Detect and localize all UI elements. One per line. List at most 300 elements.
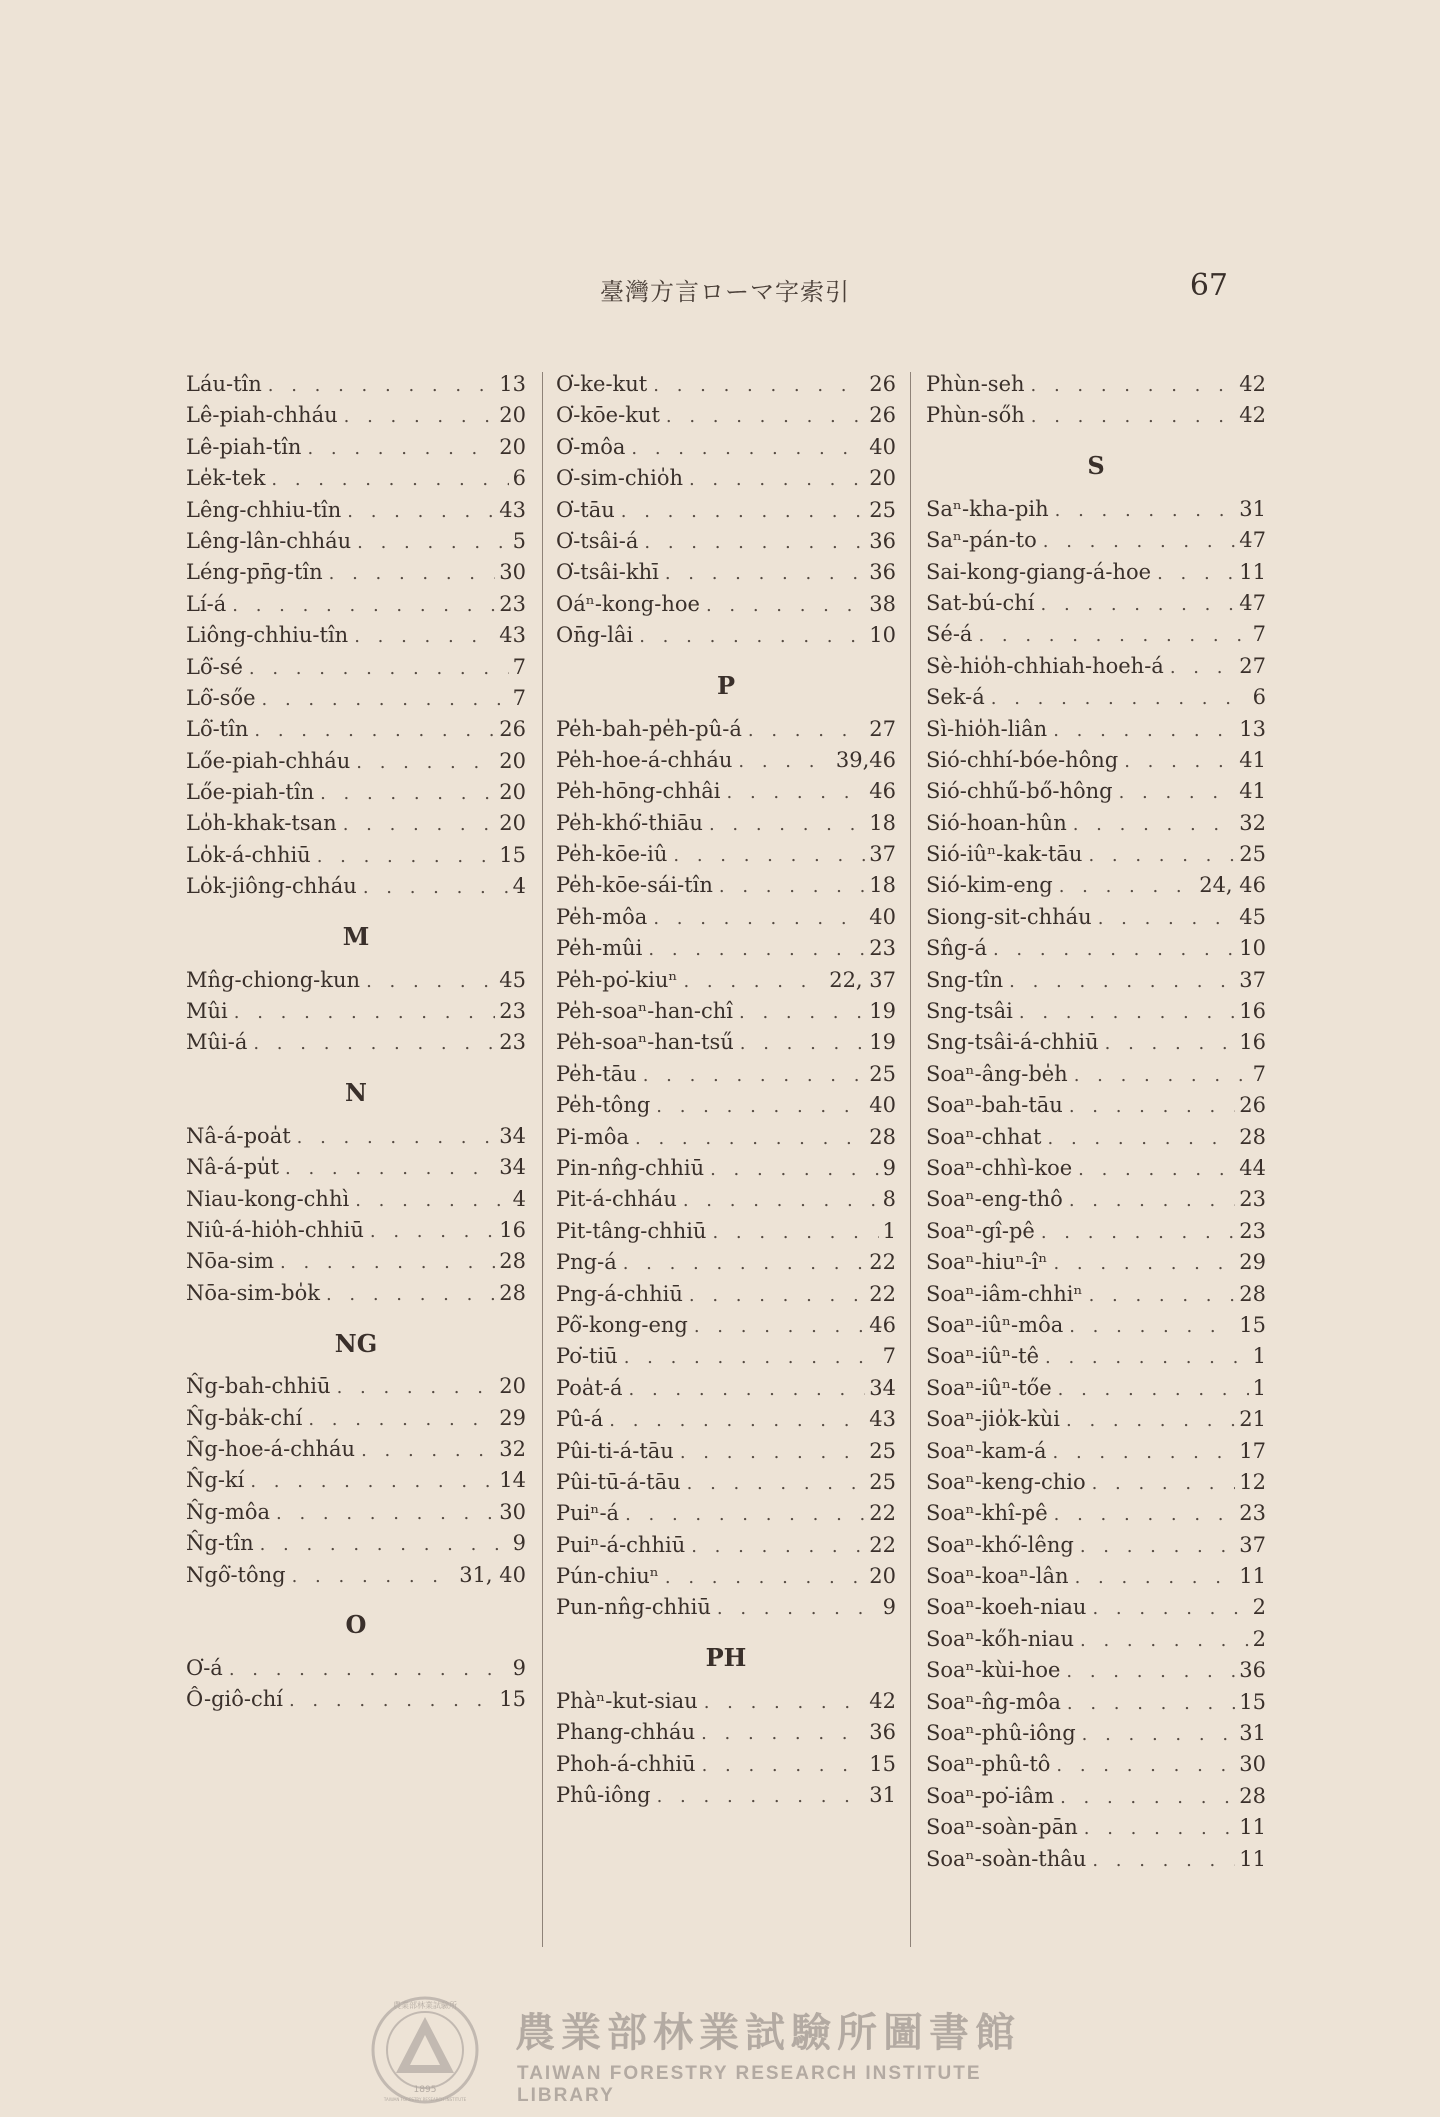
dot-leader <box>1092 1473 1236 1494</box>
dot-leader <box>276 1503 495 1524</box>
entry-page-ref: 31 <box>1239 1721 1266 1746</box>
entry-page-ref: 8 <box>882 1187 896 1212</box>
entry-page-ref: 43 <box>499 497 526 522</box>
entry-page-ref: 15 <box>499 1687 526 1712</box>
dot-leader <box>1084 1818 1235 1839</box>
entry-page-ref: 15 <box>1239 1689 1266 1714</box>
dot-leader <box>704 1692 866 1713</box>
dot-leader <box>329 563 496 584</box>
dot-leader <box>292 1566 456 1587</box>
entry-term: Ngô͘-tông <box>186 1562 286 1587</box>
index-column-1 <box>186 372 526 1719</box>
entry-term: Mûi <box>186 999 228 1024</box>
entry-term: Lê-piah-tîn <box>186 434 302 459</box>
dot-leader <box>1043 531 1236 552</box>
index-entry <box>926 1627 1266 1658</box>
dot-leader <box>363 877 509 898</box>
dot-leader <box>308 1409 495 1430</box>
dot-leader <box>1048 1128 1236 1149</box>
dot-leader <box>320 783 495 804</box>
entry-page-ref: 23 <box>499 1030 526 1055</box>
seal-year: 1895 <box>413 2085 437 2095</box>
entry-page-ref: 16 <box>499 1217 526 1242</box>
index-entry <box>926 999 1266 1030</box>
entry-term: Sió-kim-eng <box>926 873 1053 898</box>
dot-leader <box>609 1410 865 1431</box>
dot-leader <box>1031 406 1236 427</box>
entry-term: Sn̂g-á <box>926 936 987 961</box>
index-entry <box>186 780 526 811</box>
index-entry <box>556 529 896 560</box>
entry-term: O͘-sim-chio̍h <box>556 466 683 491</box>
index-entry <box>186 1218 526 1249</box>
dot-leader <box>687 1473 866 1494</box>
dot-leader <box>738 751 831 772</box>
dot-leader <box>260 1534 509 1555</box>
entry-term: Láu-tîn <box>186 372 262 396</box>
dot-leader <box>1092 1850 1235 1871</box>
entry-page-ref: 44 <box>1239 1155 1266 1180</box>
dot-leader <box>656 1096 865 1117</box>
entry-page-ref: 46 <box>869 779 896 804</box>
entry-page-ref: 20 <box>499 748 526 773</box>
dot-leader <box>639 626 865 647</box>
index-entry <box>186 1468 526 1499</box>
index-entry <box>926 622 1266 653</box>
entry-page-ref: 25 <box>1239 842 1266 867</box>
entry-page-ref: 32 <box>499 1436 526 1461</box>
entry-term: Niû-á-hio̍h-chhiū <box>186 1217 364 1242</box>
dot-leader <box>234 1002 496 1023</box>
section-letter-heading: PH <box>705 1643 747 1673</box>
entry-term: Soaⁿ-koeh-niau <box>926 1595 1087 1620</box>
dot-leader <box>254 720 495 741</box>
entry-term: Soaⁿ-kam-á <box>926 1438 1047 1463</box>
index-entry <box>186 1437 526 1468</box>
entry-term: Soaⁿ-phû-iông <box>926 1721 1076 1746</box>
dot-leader <box>653 375 865 396</box>
entry-term: Lőe-piah-tîn <box>186 780 315 805</box>
entry-term: Oáⁿ-kong-hoe <box>556 591 700 616</box>
entry-term: Mûi-á <box>186 1030 248 1055</box>
entry-term: Lêng-chhiu-tîn <box>186 497 342 522</box>
index-entry <box>926 1847 1266 1878</box>
entry-term: Soaⁿ-phû-tô <box>926 1752 1051 1777</box>
index-entry <box>186 874 526 905</box>
entry-term: Pit-á-chháu <box>556 1187 677 1212</box>
entry-term: Png-á-chhiū <box>556 1281 683 1306</box>
index-entry <box>556 1125 896 1156</box>
dot-leader <box>347 501 495 522</box>
dot-leader <box>621 501 865 522</box>
entry-page-ref: 13 <box>499 372 526 396</box>
index-entry <box>186 1500 526 1531</box>
entry-term: Sai-kong-giang-á-hoe <box>926 559 1152 584</box>
index-entry <box>926 497 1266 528</box>
index-entry <box>926 372 1266 403</box>
entry-term: Soaⁿ-chhì-koe <box>926 1155 1073 1180</box>
dot-leader <box>648 939 865 960</box>
column-divider <box>910 372 911 1947</box>
index-entry <box>926 1690 1266 1721</box>
index-entry <box>186 749 526 780</box>
index-entry <box>556 1720 896 1751</box>
dot-leader <box>653 908 865 929</box>
dot-leader <box>623 1253 866 1274</box>
dot-leader <box>289 1690 495 1711</box>
index-entry <box>926 1093 1266 1124</box>
index-entry <box>186 1187 526 1218</box>
entry-term: Nâ-á-poa̍t <box>186 1123 291 1148</box>
section-letter-heading: P <box>716 671 736 701</box>
entry-page-ref: 20 <box>869 1564 896 1589</box>
dot-leader <box>297 1127 496 1148</box>
dot-leader <box>644 532 865 553</box>
entry-page-ref: 1 <box>1252 1375 1266 1400</box>
dot-leader <box>1157 563 1235 584</box>
index-entry <box>186 435 526 466</box>
entry-page-ref: 36 <box>869 528 896 553</box>
index-entry <box>186 1656 526 1687</box>
index-entry <box>926 1815 1266 1846</box>
entry-term: Pô͘-kong-eng <box>556 1312 688 1337</box>
entry-term: Saⁿ-pán-to <box>926 528 1037 553</box>
dot-leader <box>1074 1065 1249 1086</box>
index-entry <box>926 1030 1266 1061</box>
entry-page-ref: 4 <box>512 1186 526 1211</box>
dot-leader <box>673 845 865 866</box>
entry-page-ref: 45 <box>499 967 526 992</box>
dot-leader <box>1075 1567 1236 1588</box>
index-entry <box>186 560 526 591</box>
index-entry <box>556 1533 896 1564</box>
entry-page-ref: 34 <box>869 1375 896 1400</box>
entry-page-ref: 21 <box>1239 1407 1266 1432</box>
index-entry <box>556 435 896 466</box>
dot-leader <box>694 1316 865 1337</box>
dot-leader <box>307 438 495 459</box>
entry-page-ref: 28 <box>1239 1124 1266 1149</box>
dot-leader <box>629 1379 866 1400</box>
index-entry <box>926 1721 1266 1752</box>
entry-page-ref: 34 <box>499 1123 526 1148</box>
entry-page-ref: 32 <box>1239 810 1266 835</box>
entry-page-ref: 4 <box>512 874 526 899</box>
entry-page-ref: 41 <box>1239 779 1266 804</box>
entry-page-ref: 23 <box>499 591 526 616</box>
index-entry <box>556 968 896 999</box>
column-divider <box>542 372 543 1947</box>
entry-term: Pún-chiuⁿ <box>556 1564 659 1589</box>
entry-page-ref: 31 <box>869 1783 896 1808</box>
entry-term: Soaⁿ-iûⁿ-tőe <box>926 1375 1052 1400</box>
entry-page-ref: 40 <box>869 904 896 929</box>
seal-text-en: TAIWAN FORESTRY RESEARCH INSTITUTE <box>383 2097 467 2102</box>
entry-term: Le̍k-tek <box>186 466 266 491</box>
dot-leader <box>366 971 495 992</box>
index-entry <box>926 1501 1266 1532</box>
dot-leader <box>285 1158 495 1179</box>
entry-page-ref: 20 <box>499 811 526 836</box>
dot-leader <box>354 626 495 647</box>
entry-page-ref: 37 <box>1239 1532 1266 1557</box>
entry-page-ref: 16 <box>1239 999 1266 1024</box>
entry-page-ref: 34 <box>499 1155 526 1180</box>
entry-page-ref: 40 <box>869 1093 896 1118</box>
entry-page-ref: 9 <box>512 1531 526 1556</box>
entry-page-ref: 1 <box>1252 1344 1266 1369</box>
entry-term: Sé-á <box>926 622 973 647</box>
index-entry <box>556 1783 896 1814</box>
entry-term: Lô͘-sőe <box>186 685 256 710</box>
page-number: 67 <box>1189 268 1228 303</box>
dot-leader <box>1067 1693 1235 1714</box>
entry-page-ref: 14 <box>499 1468 526 1493</box>
entry-term: Sió-chhű-bő-hông <box>926 779 1113 804</box>
index-entry <box>556 403 896 434</box>
entry-term: Siong-sit-chháu <box>926 904 1092 929</box>
dot-leader <box>1031 375 1236 396</box>
entry-page-ref: 18 <box>869 810 896 835</box>
entry-page-ref: 41 <box>1239 747 1266 772</box>
dot-leader <box>665 563 865 584</box>
entry-term: Png-á <box>556 1250 617 1275</box>
entry-term: Sió-iûⁿ-kak-tāu <box>926 842 1083 867</box>
index-entry <box>926 811 1266 842</box>
index-entry <box>556 1093 896 1124</box>
dot-leader <box>625 1504 865 1525</box>
entry-term: Pe̍h-kōe-sái-tîn <box>556 873 713 898</box>
dot-leader <box>1080 1630 1249 1651</box>
entry-page-ref: 26 <box>1239 1093 1266 1118</box>
index-entry <box>926 1658 1266 1689</box>
entry-term: Pin-nn̂g-chhiū <box>556 1155 705 1180</box>
entry-term: Soaⁿ-kùi-hoe <box>926 1658 1061 1683</box>
entry-term: Soaⁿ-po͘-iâm <box>926 1783 1055 1808</box>
entry-term: Niau-kong-chhì <box>186 1186 350 1211</box>
dot-leader <box>1053 1442 1236 1463</box>
entry-page-ref: 1 <box>882 1218 896 1243</box>
index-entry <box>186 1124 526 1155</box>
dot-leader <box>635 1128 865 1149</box>
dot-leader <box>683 971 825 992</box>
index-entry <box>556 560 896 591</box>
entry-page-ref: 2 <box>1252 1626 1266 1651</box>
entry-page-ref: 15 <box>499 842 526 867</box>
entry-term: N̂g-kí <box>186 1468 245 1493</box>
dot-leader <box>709 814 865 835</box>
index-entry <box>556 1689 896 1720</box>
index-entry <box>926 1282 1266 1313</box>
entry-page-ref: 20 <box>869 466 896 491</box>
index-entry <box>926 1595 1266 1626</box>
entry-term: Pe̍h-tông <box>556 1093 651 1118</box>
index-entry <box>556 1376 896 1407</box>
dot-leader <box>229 1659 509 1680</box>
dot-leader <box>1073 814 1236 835</box>
library-watermark <box>360 1985 1080 2115</box>
index-entry <box>926 1439 1266 1470</box>
entry-term: Phoh-á-chhiū <box>556 1751 696 1776</box>
dot-leader <box>727 782 866 803</box>
index-entry <box>926 1784 1266 1815</box>
entry-term: Po͘-tiū <box>556 1344 618 1369</box>
dot-leader <box>1054 1504 1236 1525</box>
index-entry <box>926 1376 1266 1407</box>
dot-leader <box>361 1440 495 1461</box>
entry-term: Phùn-seh <box>926 372 1025 396</box>
index-entry <box>926 654 1266 685</box>
dot-leader <box>631 438 865 459</box>
dot-leader <box>253 1033 495 1054</box>
dot-leader <box>356 752 495 773</box>
dot-leader <box>1069 1190 1235 1211</box>
entry-term: Soaⁿ-keng-chio <box>926 1469 1086 1494</box>
dot-leader <box>1098 908 1236 929</box>
index-entry <box>926 1062 1266 1093</box>
entry-term: Soaⁿ-n̂g-môa <box>926 1689 1061 1714</box>
index-entry <box>926 1752 1266 1783</box>
entry-page-ref: 36 <box>1239 1658 1266 1683</box>
dot-leader <box>689 1285 865 1306</box>
dot-leader <box>710 1159 879 1180</box>
index-entry <box>556 1470 896 1501</box>
index-entry <box>926 936 1266 967</box>
entry-page-ref: 23 <box>499 999 526 1024</box>
entry-page-ref: 25 <box>869 1061 896 1086</box>
entry-term: Soaⁿ-chhat <box>926 1124 1042 1149</box>
index-entry <box>556 1501 896 1532</box>
index-entry <box>186 1531 526 1562</box>
entry-page-ref: 23 <box>869 936 896 961</box>
index-entry <box>186 1563 526 1594</box>
page-header <box>0 268 1440 312</box>
entry-page-ref: 30 <box>499 1499 526 1524</box>
entry-term: N̂g-môa <box>186 1499 270 1524</box>
index-entry <box>556 999 896 1030</box>
entry-page-ref: 6 <box>1252 685 1266 710</box>
index-entry <box>556 1407 896 1438</box>
dot-leader <box>712 1222 878 1243</box>
library-name-en: TAIWAN FORESTRY RESEARCH INSTITUTE LIBRARY <box>517 2063 982 2106</box>
dot-leader <box>370 1221 495 1242</box>
index-entry <box>186 372 526 403</box>
entry-term: Pe̍h-khó͘-thiāu <box>556 810 703 835</box>
entry-page-ref: 38 <box>869 591 896 616</box>
entry-page-ref: 31, 40 <box>459 1562 526 1587</box>
entry-term: Puiⁿ-á <box>556 1501 620 1526</box>
entry-term: Nōa-sim-bo̍k <box>186 1280 320 1305</box>
entry-term: On̄g-lâi <box>556 623 634 648</box>
index-column-2 <box>556 372 896 1814</box>
index-entry <box>926 528 1266 559</box>
dot-leader <box>1041 1222 1235 1243</box>
dot-leader <box>702 1755 866 1776</box>
index-entry <box>556 498 896 529</box>
entry-page-ref: 28 <box>1239 1783 1266 1808</box>
entry-term: Sng-tsâi <box>926 999 1013 1024</box>
entry-term: Pi-môa <box>556 1124 630 1149</box>
entry-page-ref: 28 <box>499 1249 526 1274</box>
section-letter-heading: S <box>1087 451 1105 481</box>
entry-term: Pe̍h-soaⁿ-han-tsű <box>556 1030 734 1055</box>
index-entry <box>926 1156 1266 1187</box>
entry-page-ref: 9 <box>512 1655 526 1680</box>
entry-page-ref: 15 <box>869 1751 896 1776</box>
entry-page-ref: 7 <box>512 654 526 679</box>
entry-term: Sng-tîn <box>926 967 1004 992</box>
index-entry <box>926 968 1266 999</box>
dot-leader <box>1080 1536 1235 1557</box>
index-entry <box>186 968 526 999</box>
entry-page-ref: 42 <box>1239 372 1266 396</box>
entry-page-ref: 11 <box>1239 1815 1266 1840</box>
entry-term: Lê-piah-chháu <box>186 403 338 428</box>
entry-term: Soaⁿ-kőh-niau <box>926 1626 1075 1651</box>
index-entry <box>186 466 526 497</box>
dot-leader <box>1053 720 1235 741</box>
entry-term: Lo̍k-á-chhiū <box>186 842 311 867</box>
entry-term: N̂g-bah-chhiū <box>186 1374 331 1399</box>
entry-term: Soaⁿ-khó͘-lêng <box>926 1532 1074 1557</box>
index-entry <box>186 1030 526 1061</box>
entry-page-ref: 13 <box>1239 716 1266 741</box>
entry-term: O͘-á <box>186 1655 223 1680</box>
index-entry <box>926 1407 1266 1438</box>
entry-term: Soaⁿ-iûⁿ-tê <box>926 1344 1040 1369</box>
entry-term: Lo̍h-khak-tsan <box>186 811 337 836</box>
entry-term: Lo̍k-jiông-chháu <box>186 874 357 899</box>
index-entry <box>926 1187 1266 1218</box>
entry-page-ref: 7 <box>1252 1061 1266 1086</box>
entry-term: Sió-chhí-bóe-hông <box>926 747 1119 772</box>
dot-leader <box>1056 1755 1235 1776</box>
entry-term: Pe̍h-soaⁿ-han-chî <box>556 999 734 1024</box>
index-entry <box>186 811 526 842</box>
dot-leader <box>232 595 495 616</box>
entry-page-ref: 22 <box>869 1501 896 1526</box>
entry-page-ref: 36 <box>869 1720 896 1745</box>
entry-page-ref: 30 <box>499 560 526 585</box>
dot-leader <box>665 1567 865 1588</box>
entry-page-ref: 47 <box>1239 590 1266 615</box>
entry-term: O͘-ke-kut <box>556 372 648 396</box>
entry-page-ref: 43 <box>499 623 526 648</box>
dot-leader <box>337 1377 496 1398</box>
entry-term: Sì-hio̍h-liân <box>926 716 1048 741</box>
entry-term: Pe̍h-kōe-iû <box>556 842 668 867</box>
dot-leader <box>271 469 508 490</box>
entry-page-ref: 20 <box>499 1374 526 1399</box>
entry-page-ref: 9 <box>882 1595 896 1620</box>
dot-leader <box>1066 1410 1235 1431</box>
dot-leader <box>691 1536 865 1557</box>
index-entry <box>556 1187 896 1218</box>
entry-term: Sat-bú-chí <box>926 590 1035 615</box>
entry-term: Pe̍h-mûi <box>556 936 643 961</box>
index-entry <box>926 1564 1266 1595</box>
entry-page-ref: 30 <box>1239 1752 1266 1777</box>
entry-page-ref: 22 <box>869 1250 896 1275</box>
index-entry <box>556 623 896 654</box>
entry-page-ref: 39,46 <box>835 747 896 772</box>
index-entry <box>186 686 526 717</box>
index-entry <box>556 1219 896 1250</box>
dot-leader <box>1066 1661 1235 1682</box>
entry-term: Soaⁿ-hiuⁿ-îⁿ <box>926 1250 1048 1275</box>
index-entry <box>186 999 526 1030</box>
dot-leader <box>1069 1316 1235 1337</box>
